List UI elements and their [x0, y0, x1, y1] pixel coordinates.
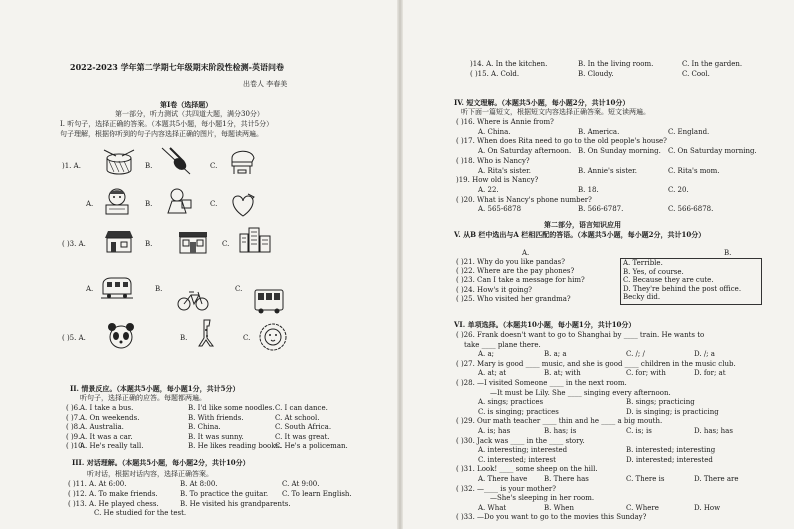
sec3-row-12-col-2: C. To learn English.: [282, 489, 352, 498]
sec6-line-2-opt-3: D. /; a: [694, 350, 715, 359]
sec4-line-7-col-2: C. 20.: [668, 185, 689, 194]
section3-title: III. 对话理解。（本题共5小题，每小题2分，共计10分）: [72, 458, 250, 467]
sec2-row-7-col-0: ( )7.: [66, 413, 81, 422]
q5-option-b: B.: [180, 334, 188, 342]
sec6-line-2-opt-1: B. a; a: [544, 350, 567, 359]
author-line: 出卷人 李春美: [243, 80, 288, 88]
sec6-line-16: ( )32. —____ is your mother?: [456, 484, 556, 493]
q4-option-c: C.: [235, 285, 243, 293]
sec6-line-1: take ____ plane there.: [464, 340, 541, 349]
girl-drawing-icon: [100, 186, 134, 216]
sec2-row-9-col-3: C. It was great.: [275, 432, 330, 441]
sec3-row-13-col-0: ( )13. A. He played chess.: [68, 499, 159, 508]
sec4-line-3-col-2: C. On Saturday morning.: [668, 147, 757, 156]
match-question-23: ( )23. Can I take a message for him?: [456, 276, 585, 285]
lion-icon: [256, 322, 290, 352]
match-answer-0: A. Terrible.: [623, 259, 663, 267]
sec6-line-10-opt-3: D. has; has: [694, 427, 733, 435]
heart-note-icon: [226, 190, 260, 220]
q4-label: A.: [86, 285, 94, 293]
q13-option-c: C. He studied for the test.: [94, 509, 187, 517]
sec6-line-2-opt-0: A. a;: [478, 350, 495, 359]
q1-label: )1. A.: [62, 162, 81, 170]
sec6-line-18-opt-2: C. Where: [626, 503, 659, 512]
sec6-line-13-opt-0: C. interested; interest: [478, 455, 556, 464]
top-row-14-col-2: C. In the garden.: [682, 60, 743, 68]
panda-icon: [104, 322, 138, 352]
sec2-row-6-col-0: ( )6.: [66, 404, 81, 412]
sec6-line-10-opt-2: C. is; is: [626, 427, 652, 435]
sec3-row-12-col-0: ( )12. A. To make friends.: [68, 489, 158, 498]
sec2-row-9-col-1: A. It was a car.: [80, 432, 133, 441]
sec6-line-4-opt-2: C. for; with: [626, 369, 666, 378]
sec6-line-14: ( )31. Look! ____ some sheep on the hill.: [456, 465, 598, 474]
sec6-line-12-opt-0: A. interesting; interested: [478, 446, 568, 455]
sec6-line-4-opt-3: D. for; at: [694, 369, 726, 378]
sec4-line-5-col-2: C. Rita's mom.: [668, 166, 720, 175]
q3-label: ( )3. A.: [62, 240, 86, 248]
sec4-line-8-col-0: ( )20. What is Nancy's phone number?: [456, 195, 592, 204]
top-row-15-col-1: B. Cloudy.: [578, 70, 614, 78]
sec2-row-6-col-1: A. I take a bus.: [80, 404, 134, 412]
match-question-24: ( )24. How's it going?: [456, 285, 533, 294]
sec6-line-7-opt-0: A. sings; practices: [478, 398, 544, 407]
q3-option-c: C.: [222, 240, 230, 248]
sec2-row-10-col-2: B. He likes reading books.: [188, 442, 282, 451]
sec6-line-15-opt-3: D. There are: [694, 475, 739, 483]
exam-title: 2022-2023 学年第二学期七年级期末阶段性检测-英语问卷: [70, 62, 284, 72]
bus-icon: [252, 285, 286, 315]
piano-icon: [226, 146, 260, 176]
sec2-row-8-col-0: ( )8.: [66, 423, 81, 432]
sec6-line-8-opt-0: C. is singing; practices: [478, 407, 559, 416]
sec4-line-9-col-1: B. 566-6787.: [578, 205, 624, 214]
sec3-row-11-col-2: C. At 9:00.: [282, 480, 320, 488]
q5-label: ( )5. A.: [62, 334, 86, 342]
q1-option-c: C.: [210, 162, 218, 170]
sec2-row-10-col-0: ( )10.: [66, 442, 85, 451]
section1-instructions: 句子理解，根据你听到的句子内容选择正确的图片，每题读两遍。: [60, 130, 263, 138]
sec4-line-9-col-0: A. 565-6878: [478, 205, 522, 214]
part2-header: 第二部分，语言知识应用: [544, 220, 621, 229]
sec6-line-4-opt-0: A. at; at: [478, 369, 507, 378]
sec6-line-18-opt-1: B. When: [544, 503, 574, 512]
top-row-15-col-2: C. Cool.: [682, 70, 710, 78]
drum-icon: [102, 148, 136, 178]
sec2-row-7-col-1: A. On weekends.: [80, 413, 140, 422]
match-answer-2: C. Because they are cute.: [623, 276, 714, 285]
sec6-line-19: ( )33. —Do you want to go to the movies this Sunday?: [456, 513, 647, 522]
sec6-line-12-opt-1: B. interested; interesting: [626, 446, 716, 455]
match-question-25: ( )25. Who visited her grandma?: [456, 294, 571, 303]
column-b-label: B.: [724, 249, 732, 257]
sec6-line-15-opt-0: A. There have: [478, 475, 528, 483]
section4-title: IV. 短文理解。（本题共5小题，每小题2分，共计10分）: [454, 98, 630, 107]
top-row-15-col-0: ( )15. A. Cold.: [470, 70, 520, 78]
section5-title: V. 从B 栏中选出与A 栏相匹配的答语。（本题共5小题，每小题2分，共计10分）: [454, 230, 706, 239]
sec6-line-0: ( )26. Frank doesn't want to go to Shanghai by ____ train. He wants to: [456, 331, 705, 339]
city-buildings-icon: [238, 224, 272, 254]
sec4-line-1-col-0: A. China.: [478, 127, 511, 136]
q1-option-b: B.: [145, 162, 153, 170]
top-row-14-col-0: )14. A. In the kitchen.: [470, 60, 548, 68]
train-icon: [100, 272, 134, 302]
top-row-14-col-1: B. In the living room.: [578, 60, 654, 68]
sec4-line-0-col-0: ( )16. Where is Annie from?: [456, 118, 554, 126]
violin-icon: [160, 146, 194, 176]
right-page: [404, 0, 794, 529]
shop-building-icon: [176, 226, 210, 256]
sec3-row-11-col-0: ( )11. A. At 6:00.: [68, 480, 127, 488]
sec3-row-13-col-1: B. He visited his grandparents.: [180, 499, 291, 508]
q4-option-b: B.: [155, 285, 163, 293]
sec2-row-8-col-2: B. China.: [188, 423, 221, 432]
sec6-line-8-opt-1: D. is singing; is practicing: [626, 407, 719, 416]
match-answer-1: B. Yes, of course.: [623, 267, 684, 276]
sec6-line-11: ( )30. Jack was ____ in the ____ story.: [456, 436, 585, 445]
part1-header: 第Ⅰ卷（选择题）: [160, 100, 213, 109]
sec2-row-6-col-2: B. I'd like some noodles.: [188, 404, 275, 412]
girl-reading-icon: [162, 186, 196, 216]
sec6-line-6: —It must be Lily. She ____ singing every afternoon.: [490, 388, 671, 397]
page-fold: [397, 0, 403, 529]
q2-option-c: C.: [210, 200, 218, 208]
sec2-row-10-col-1: A. He's really tall.: [80, 442, 144, 451]
sec4-line-9-col-2: C. 566-6878.: [668, 205, 714, 214]
section6-title: VI. 单项选择。（本题共10小题，每小题1分，共计10分）: [454, 320, 636, 329]
column-a-label: A.: [522, 249, 530, 257]
sec4-line-3-col-1: B. On Sunday morning.: [578, 147, 661, 156]
match-question-21: ( )21. Why do you like pandas?: [456, 258, 565, 266]
section2-title: II. 情景反应。（本题共5小题，每小题1分，共计5分）: [70, 384, 240, 393]
sec6-line-13-opt-1: D. interested; interested: [626, 455, 713, 464]
sec4-line-1-col-2: C. England.: [668, 127, 710, 136]
section2-instructions: 听句子，选择正确的应答。每题都两遍。: [80, 394, 206, 402]
sec3-row-12-col-1: B. To practice the guitar.: [180, 489, 269, 498]
sec2-row-8-col-1: A. Australia.: [80, 423, 124, 432]
sec4-line-3-col-0: A. On Saturday afternoon.: [478, 147, 572, 156]
match-question-22: ( )22. Where are the pay phones?: [456, 267, 575, 276]
sec4-line-1-col-1: B. America.: [578, 127, 620, 136]
sec4-line-5-col-0: A. Rita's sister.: [478, 166, 531, 175]
q2-label: A.: [86, 200, 94, 208]
sec6-line-18-opt-0: A. What: [478, 503, 507, 512]
sec4-line-5-col-1: B. Annie's sister.: [578, 166, 637, 175]
zoo-building-icon: [102, 226, 136, 256]
sec2-row-7-col-3: C. At school.: [275, 413, 320, 422]
sec3-row-11-col-1: B. At 8:00.: [180, 480, 218, 488]
bicycle-icon: [176, 284, 210, 314]
sec6-line-10-opt-0: A. is; has: [478, 427, 511, 435]
sec4-line-7-col-1: B. 18.: [578, 185, 599, 194]
sec6-line-7-opt-1: B. sings; practicing: [626, 398, 695, 407]
sec2-row-7-col-2: B. With friends.: [188, 413, 244, 422]
sec6-line-9: ( )29. Our math teacher ____ thin and he ____ a big mouth.: [456, 417, 663, 426]
sec4-line-2-col-0: ( )17. When does Rita need to go to the old people's house?: [456, 137, 667, 146]
section4-instructions: 听下面一篇短文，根据短文内容选择正确答案。短文读两遍。: [461, 108, 650, 116]
match-answer-3: D. They're behind the post office.: [623, 284, 742, 293]
section3-instructions: 听对话，根据对话内容，选择正确答案。: [87, 470, 213, 478]
sec6-line-2-opt-2: C. /; /: [626, 350, 645, 359]
match-answer-4: Becky did.: [623, 293, 661, 302]
sec6-line-18-opt-3: D. How: [694, 503, 721, 512]
sec2-row-9-col-2: B. It was sunny.: [188, 432, 244, 441]
q2-option-b: B.: [145, 200, 153, 208]
sec2-row-8-col-3: C. South Africa.: [275, 423, 332, 432]
giraffe-icon: [190, 318, 224, 348]
sec6-line-15-opt-2: C. There is: [626, 475, 665, 483]
q5-option-c: C.: [243, 334, 251, 342]
section1-title: I. 听句子，选择正确的答案。（本题共5小题，每小题1分，共计5分）: [60, 120, 274, 128]
sec6-line-17: —She's sleeping in her room.: [490, 494, 595, 503]
sec4-line-4-col-0: ( )18. Who is Nancy?: [456, 156, 530, 165]
sec6-line-4-opt-1: B. at; with: [544, 369, 581, 378]
sec6-line-15-opt-1: B. There has: [544, 475, 589, 483]
sec2-row-10-col-3: C. He's a policeman.: [275, 442, 348, 451]
sec4-line-7-col-0: A. 22.: [478, 185, 499, 194]
sec6-line-3: ( )27. Mary is good ____ music, and she is good ____ children in the music club.: [456, 359, 736, 368]
sec4-line-6-col-0: )19. How old is Nancy?: [456, 176, 539, 185]
sec6-line-10-opt-1: B. has; is: [544, 427, 577, 435]
q3-option-b: B.: [145, 240, 153, 248]
sec6-line-5: ( )28. —I visited Someone ____ in the next room.: [456, 379, 627, 387]
sec2-row-6-col-3: C. I can dance.: [275, 404, 328, 412]
sec2-row-9-col-0: ( )9.: [66, 432, 81, 441]
listening-header: 第一部分，听力测试（共四道大题，满分30分）: [115, 110, 264, 118]
